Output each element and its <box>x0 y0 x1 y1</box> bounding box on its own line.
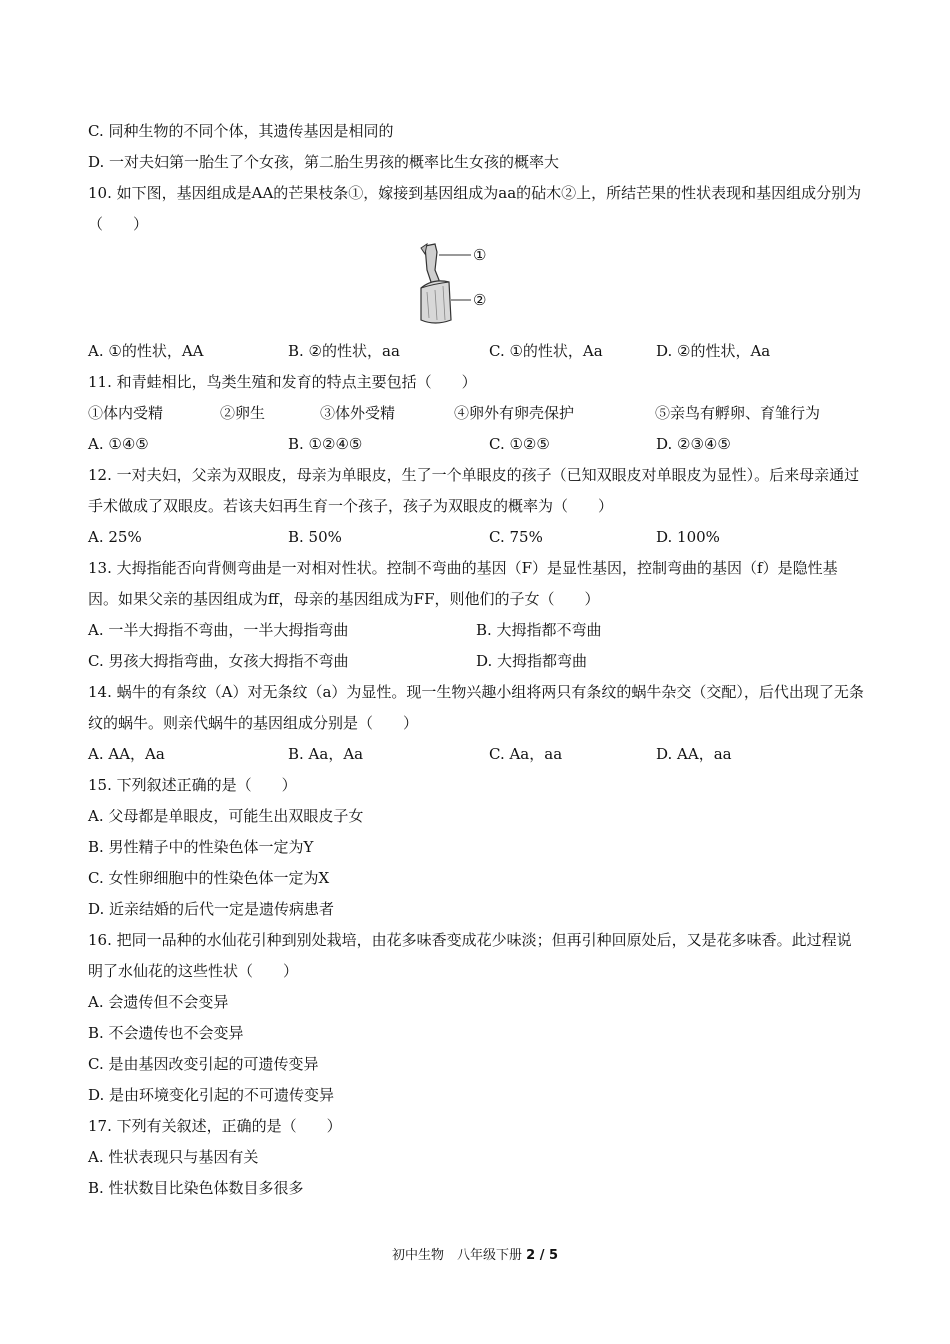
grafting-illustration <box>413 240 533 330</box>
page-footer <box>0 1244 950 1263</box>
q9-option-c: C. 同种生物的不同个体，其遗传基因是相同的 <box>88 122 394 140</box>
q16-option-b: B. 不会遗传也不会变异 <box>88 1024 244 1042</box>
q15-option-b: B. 男性精子中的性染色体一定为Y <box>88 838 314 856</box>
q16-stem: 16. 把同一品种的水仙花引种到别处栽培，由花多味香变成花少味淡；但再引种回原处后，又是花多味香。此过程说明了水仙花的这些性状（ ） <box>88 931 852 980</box>
q17-option-b: B. 性状数目比染色体数目多很多 <box>88 1179 304 1197</box>
q15-option-c: C. 女性卵细胞中的性染色体一定为X <box>88 869 330 887</box>
q12-options <box>88 522 864 553</box>
q11-option-c: C. ①②⑤ <box>489 435 550 453</box>
q16-option-d: D. 是由环境变化引起的不可遗传变异 <box>88 1086 335 1104</box>
q15-option-d: D. 近亲结婚的后代一定是遗传病患者 <box>88 900 335 918</box>
question-content <box>88 116 864 1204</box>
q17-stem: 17. 下列有关叙述，正确的是（ ） <box>88 1117 342 1135</box>
q12-option-a: A. 25% <box>88 528 142 546</box>
q13-option-b: B. 大拇指都不弯曲 <box>476 621 602 639</box>
q16-option-c: C. 是由基因改变引起的可遗传变异 <box>88 1055 319 1073</box>
q11-item-1: ①体内受精 <box>88 404 164 422</box>
q13-options-ab <box>88 615 864 646</box>
q10-stem: 10. 如下图，基因组成是AA的芒果枝条①，嫁接到基因组成为aa的砧木②上，所结芒果的性状表现和基因组成分别为（ ） <box>88 184 862 233</box>
q9-option-d: D. 一对夫妇第一胎生了个女孩，第二胎生男孩的概率比生女孩的概率大 <box>88 153 560 171</box>
q10-option-d: D. ②的性状，Aa <box>656 342 771 360</box>
q12-option-c: C. 75% <box>489 528 543 546</box>
q17-option-a: A. 性状表现只与基因有关 <box>88 1148 259 1166</box>
q12-stem: 12. 一对夫妇，父亲为双眼皮，母亲为单眼皮，生了一个单眼皮的孩子（已知双眼皮对单眼皮为显性）。后来母亲通过手术做成了双眼皮。若该夫妇再生育一个孩子，孩子为双眼皮的概率为（ ） <box>88 466 860 515</box>
q11-option-d: D. ②③④⑤ <box>656 435 731 453</box>
q11-option-a: A. ①④⑤ <box>88 435 149 453</box>
page-number: 2 / 5 <box>526 1248 559 1263</box>
q13-stem: 13. 大拇指能否向背侧弯曲是一对相对性状。控制不弯曲的基因（F）是显性基因，控制弯曲的基因（f）是隐性基因。如果父亲的基因组成为ff，母亲的基因组成为FF，则他们的子女（ ） <box>88 559 838 608</box>
q13-option-c: C. 男孩大拇指弯曲，女孩大拇指不弯曲 <box>88 652 349 670</box>
q14-option-b: B. Aa，Aa <box>288 745 364 763</box>
q13-option-d: D. 大拇指都弯曲 <box>476 652 588 670</box>
q16-option-a: A. 会遗传但不会变异 <box>88 993 229 1011</box>
q13-options-cd <box>88 646 864 677</box>
q13-option-a: A. 一半大拇指不弯曲，一半大拇指弯曲 <box>88 621 349 639</box>
q10-options <box>88 336 864 367</box>
q11-item-5: ⑤亲鸟有孵卵、育雏行为 <box>655 404 821 422</box>
q10-grafting-figure <box>88 240 864 336</box>
q14-options <box>88 739 864 770</box>
q11-options <box>88 429 864 460</box>
q14-option-a: A. AA，Aa <box>88 745 165 763</box>
q10-option-a: A. ①的性状，AA <box>88 342 204 360</box>
figure-label-scion: ① <box>473 246 487 264</box>
q14-stem: 14. 蜗牛的有条纹（A）对无条纹（a）为显性。现一生物兴趣小组将两只有条纹的蜗牛杂交（交配），后代出现了无条纹的蜗牛。则亲代蜗牛的基因组成分别是（ ） <box>88 683 864 732</box>
figure-label-stock: ② <box>473 291 487 309</box>
q12-option-b: B. 50% <box>288 528 342 546</box>
q11-item-4: ④卵外有卵壳保护 <box>454 404 575 422</box>
q11-items <box>88 398 864 429</box>
q11-item-3: ③体外受精 <box>320 404 396 422</box>
q14-option-c: C. Aa，aa <box>489 745 563 763</box>
footer-subject: 初中生物 八年级下册 <box>391 1248 527 1263</box>
q10-option-c: C. ①的性状，Aa <box>489 342 603 360</box>
q11-stem: 11. 和青蛙相比，鸟类生殖和发育的特点主要包括（ ） <box>88 373 477 391</box>
q10-option-b: B. ②的性状，aa <box>288 342 400 360</box>
q11-item-2: ②卵生 <box>220 404 266 422</box>
q15-stem: 15. 下列叙述正确的是（ ） <box>88 776 297 794</box>
q12-option-d: D. 100% <box>656 528 720 546</box>
q15-option-a: A. 父母都是单眼皮，可能生出双眼皮子女 <box>88 807 364 825</box>
q11-option-b: B. ①②④⑤ <box>288 435 363 453</box>
q14-option-d: D. AA，aa <box>656 745 732 763</box>
